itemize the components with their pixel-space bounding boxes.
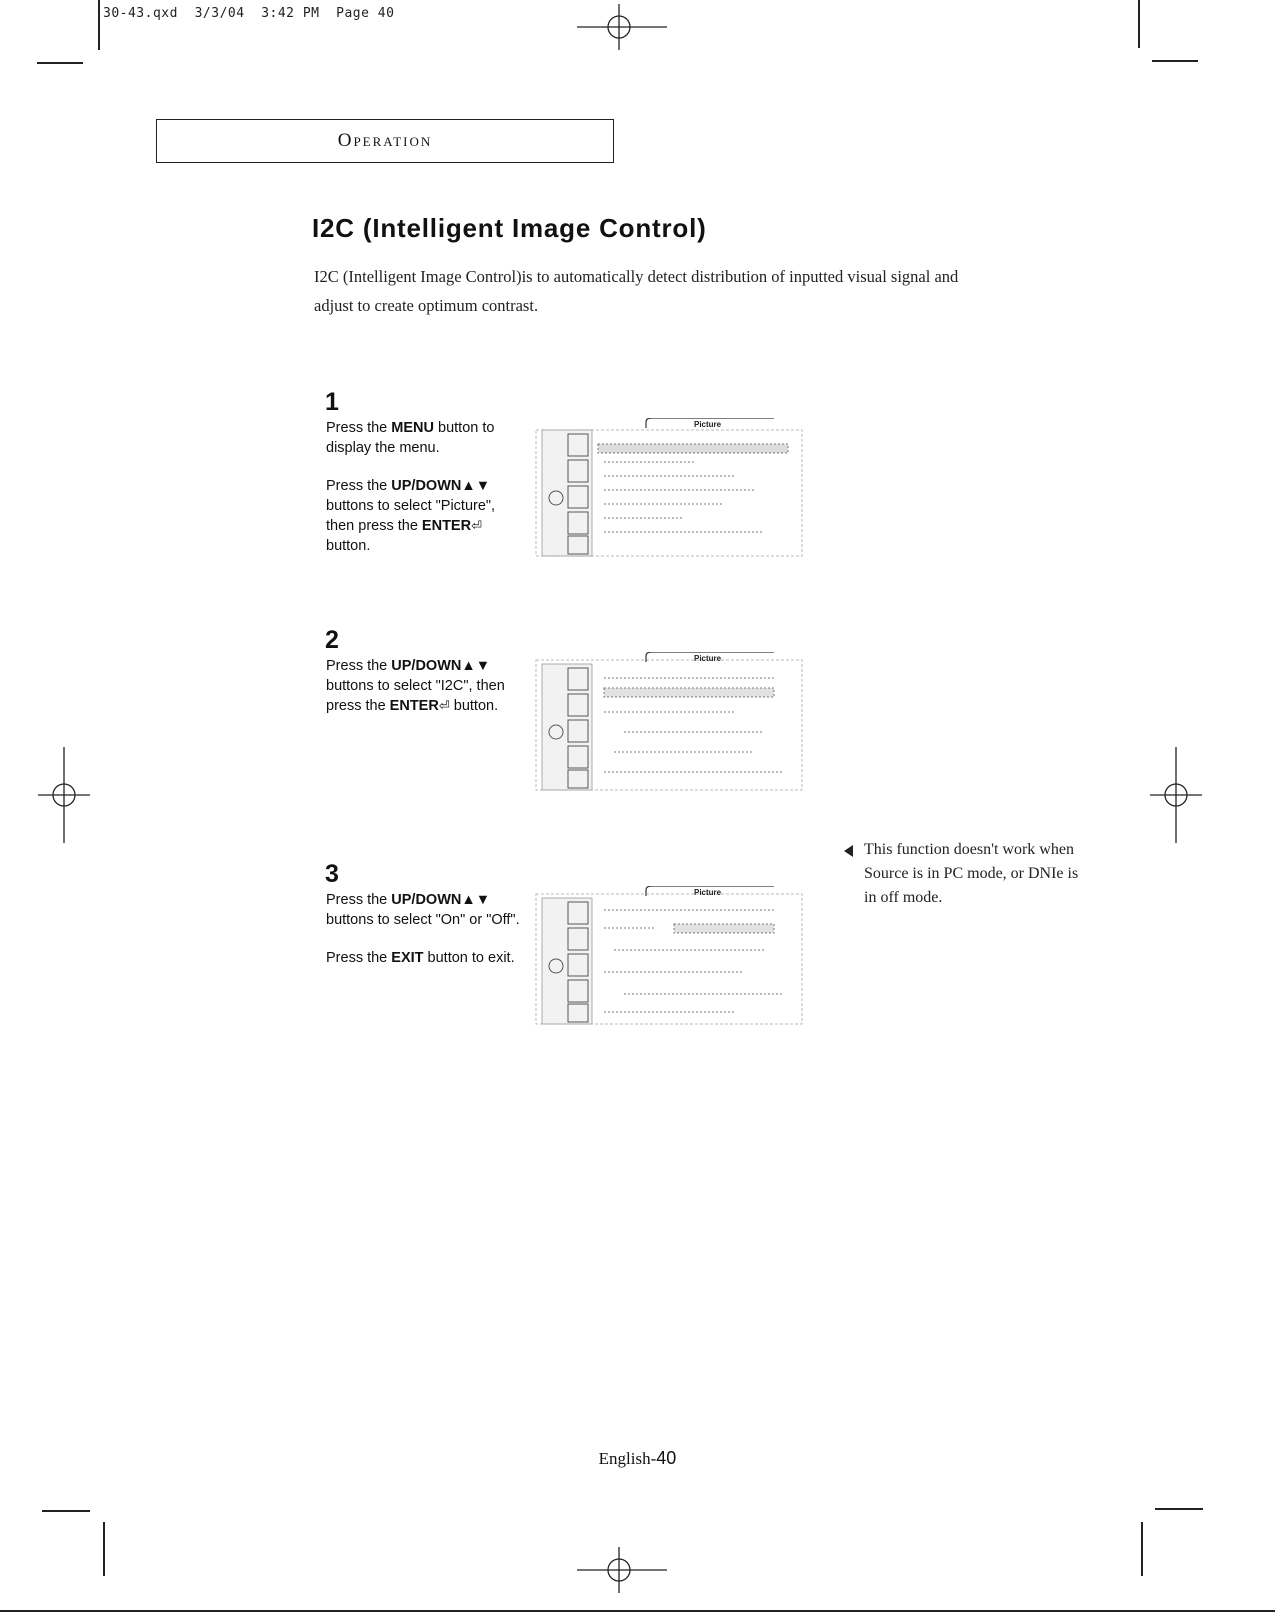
registration-mark-bottom — [572, 1545, 672, 1595]
step-2-number: 2 — [325, 626, 339, 654]
note-arrow-icon — [844, 845, 853, 857]
registration-mark-left — [36, 745, 92, 845]
enter-icon: ⏎ — [438, 698, 450, 713]
section-header-box — [156, 119, 614, 163]
step-2-paragraph-1: Press the UP/DOWN▲▼ buttons to select "I2C", then press the ENTER⏎ button. — [326, 658, 505, 714]
section-label: Operation — [337, 130, 433, 151]
step-1-paragraph-1: Press the MENU button to display the menu. — [326, 420, 495, 456]
enter-icon: ⏎ — [471, 518, 482, 533]
page-number: 40 — [656, 1448, 677, 1468]
step-3-paragraph-1: Press the UP/DOWN▲▼ buttons to select "On" or "Off". — [326, 892, 520, 928]
note-text: This function doesn't work when Source is in PC mode, or DNIe is in off mode. — [864, 841, 1079, 906]
menu-title: Picture — [694, 888, 722, 897]
step-1-paragraph-2: Press the UP/DOWN▲▼ buttons to select "Picture", then press the ENTER⏎ button. — [326, 478, 496, 554]
menu-screenshot-step-3 — [534, 886, 806, 1031]
step-3-instructions — [326, 890, 521, 986]
step-1-instructions — [326, 418, 521, 574]
menu-screenshot-step-1 — [534, 418, 806, 563]
menu-screenshot-step-2 — [534, 652, 806, 797]
print-header: 30-43.qxd 3/3/04 3:42 PM Page 40 — [103, 6, 395, 21]
registration-mark-right — [1148, 745, 1204, 845]
footer-language: English- — [598, 1449, 657, 1468]
page-title: I2C (Intelligent Image Control) — [312, 213, 707, 243]
page-footer — [0, 1448, 1275, 1469]
menu-title: Picture — [694, 654, 722, 663]
intro-paragraph: I2C (Intelligent Image Control)is to automatically detect distribution of inputted visual signal and adjust to create optimum contrast. — [314, 267, 959, 315]
step-3-paragraph-2: Press the EXIT button to exit. — [326, 950, 515, 966]
menu-title: Picture — [694, 420, 722, 429]
step-2-instructions — [326, 656, 521, 734]
step-1-number: 1 — [325, 388, 339, 416]
registration-mark-top — [572, 2, 672, 52]
step-3-number: 3 — [325, 860, 339, 888]
